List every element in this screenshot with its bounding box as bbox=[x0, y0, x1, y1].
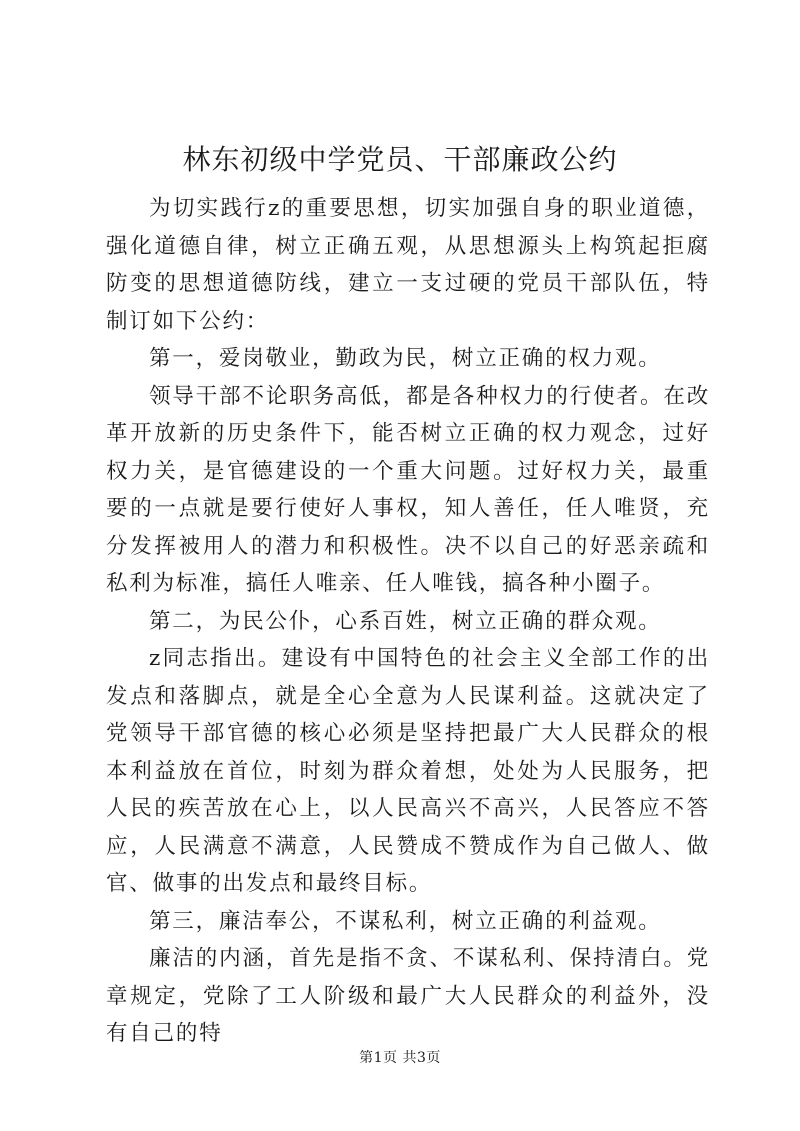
paragraph-2-body: z同志指出。建设有中国特色的社会主义全部工作的出发点和落脚点，就是全心全意为人民谋利益。这就决定了党领导干部官德的核心必须是坚持把最广大人民群众的根本利益放在首位，时刻为群众着想，处处为人民服务，把人民的疾苦放在心上，以人民高兴不高兴，人民答应不答应，人民满意不满意，人民赞成不赞成作为自己做人、做官、做事的出发点和最终目标。 bbox=[106, 646, 710, 896]
paragraph-heading-2: 第二，为民公仆，心系百姓，树立正确的群众观。 bbox=[149, 608, 662, 634]
paragraph-heading-3: 第三，廉洁奉公，不谋私利，树立正确的利益观。 bbox=[149, 908, 662, 934]
document-body bbox=[106, 190, 710, 1053]
page-footer: 第1页 共3页 bbox=[359, 1050, 441, 1066]
document-title: 林东初级中学党员、干部廉政公约 bbox=[182, 143, 618, 176]
paragraph-3-body: 廉洁的内涵，首先是指不贪、不谋私利、保持清白。党章规定，党除了工人阶级和最广大人民群众的利益外，没有自己的特 bbox=[106, 946, 710, 1046]
paragraph-heading-1: 第一，爱岗敬业，勤政为民，树立正确的权力观。 bbox=[149, 346, 662, 371]
paragraph-1-body: 领导干部不论职务高低，都是各种权力的行使者。在改革开放新的历史条件下，能否树立正确的权力观念，过好权力关，是官德建设的一个重大问题。过好权力关，最重要的一点就是要行使好人事权，知人善任，任人唯贤，充分发挥被用人的潜力和积极性。决不以自己的好恶亲疏和私利为标准，搞任人唯亲、任人唯钱，搞各种小圈子。 bbox=[106, 383, 710, 596]
paragraph-intro: 为切实践行z的重要思想，切实加强自身的职业道德，强化道德自律，树立正确五观，从思想源头上构筑起拒腐防变的思想道德防线，建立一支过硬的党员干部队伍，特制订如下公约： bbox=[106, 196, 710, 334]
